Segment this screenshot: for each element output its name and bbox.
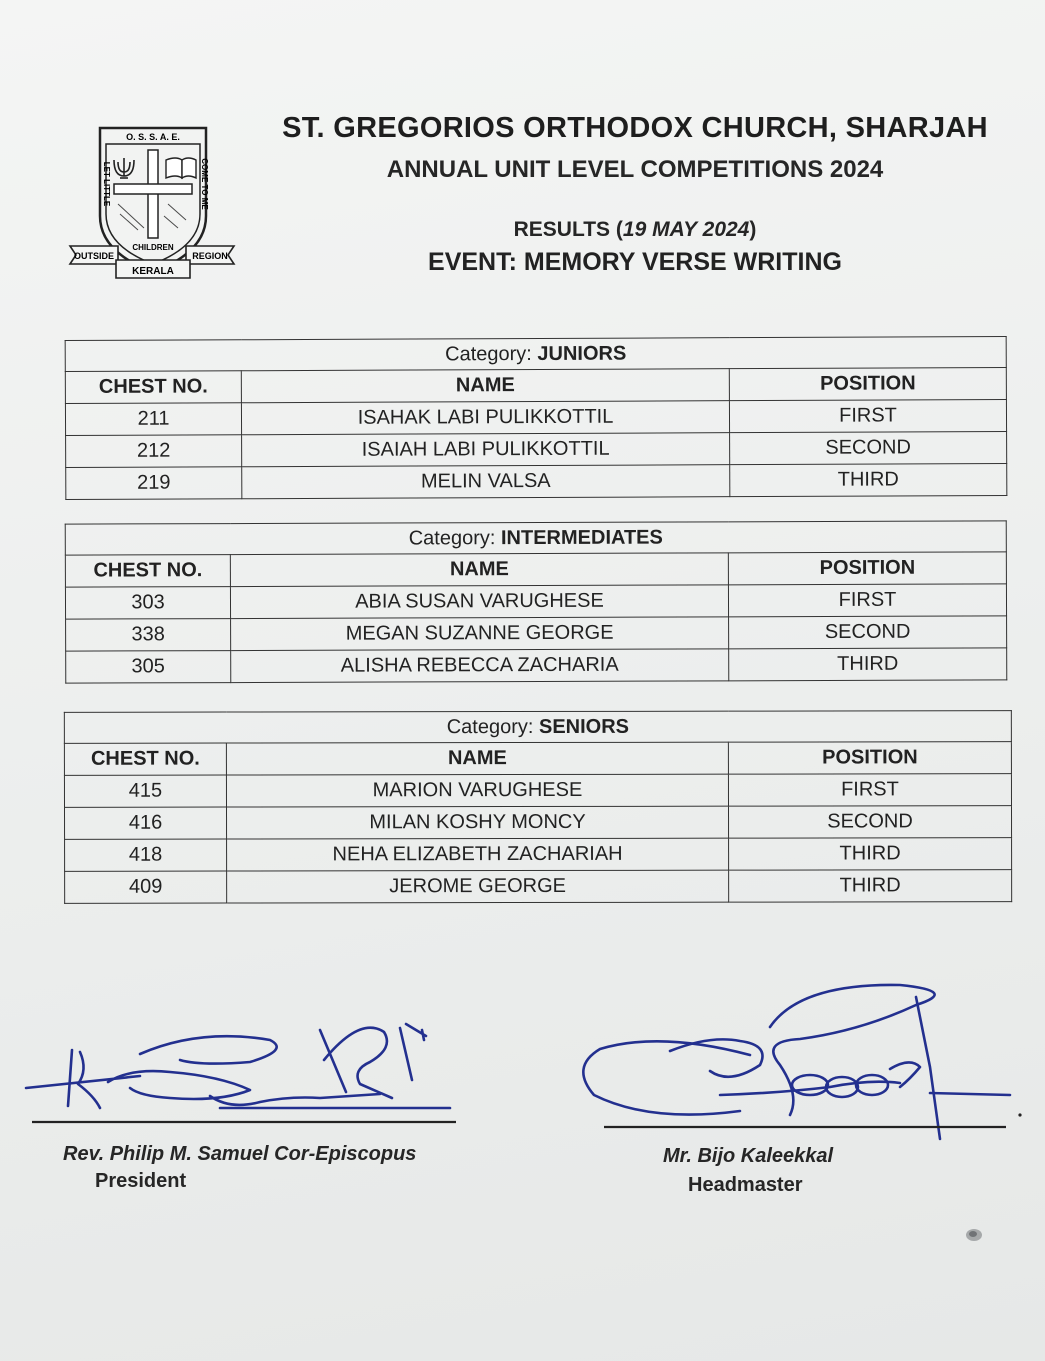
chest-no-header: CHEST NO. bbox=[64, 743, 226, 775]
headmaster-name: Mr. Bijo Kaleekkal bbox=[663, 1145, 834, 1167]
name-header: NAME bbox=[230, 553, 728, 587]
table-row bbox=[66, 431, 1007, 467]
headmaster-signature bbox=[570, 975, 1030, 1145]
name-cell: JEROME GEORGE bbox=[227, 870, 729, 903]
chest-no-cell: 219 bbox=[66, 467, 242, 500]
table-row bbox=[66, 648, 1007, 683]
position-cell: FIRST bbox=[729, 399, 1006, 432]
position-cell: SECOND bbox=[728, 806, 1011, 838]
seniors-results-table bbox=[64, 710, 1012, 904]
table-row bbox=[65, 399, 1006, 435]
crest-ribbon-left: OUTSIDE bbox=[73, 251, 115, 261]
crest-left-text: LET LITTLE bbox=[102, 161, 111, 207]
president-role: President bbox=[95, 1170, 187, 1192]
chest-no-header: CHEST NO. bbox=[65, 555, 230, 588]
category-caption bbox=[64, 711, 1011, 744]
position-cell: THIRD bbox=[729, 870, 1012, 902]
category-caption bbox=[65, 521, 1006, 555]
category-name: JUNIORS bbox=[537, 342, 627, 365]
crest-ribbon-right: REGION bbox=[192, 251, 228, 261]
competition-title: ANNUAL UNIT LEVEL COMPETITIONS 2024 bbox=[386, 156, 884, 183]
table-header-row bbox=[64, 742, 1011, 776]
juniors-results-table bbox=[65, 336, 1008, 500]
table-row bbox=[65, 870, 1012, 904]
crest-ribbon-center: KERALA bbox=[132, 266, 174, 277]
crest-right-text: COME TO ME bbox=[200, 158, 209, 210]
president-name: Rev. Philip M. Samuel Cor-Episcopus bbox=[63, 1143, 417, 1165]
position-header: POSITION bbox=[729, 367, 1006, 400]
position-cell: FIRST bbox=[728, 774, 1011, 806]
position-cell: THIRD bbox=[729, 648, 1007, 681]
table-row bbox=[64, 774, 1011, 808]
position-header: POSITION bbox=[728, 552, 1006, 585]
category-label: Category: bbox=[445, 342, 538, 365]
chest-no-cell: 305 bbox=[66, 651, 231, 684]
results-date: 19 MAY 2024 bbox=[622, 218, 750, 241]
crest-top-text: O. S. S. A. E. bbox=[126, 132, 180, 142]
results-label: RESULTS ( bbox=[513, 218, 623, 241]
category-name: SENIORS bbox=[538, 715, 630, 738]
name-cell: MEGAN SUZANNE GEORGE bbox=[231, 617, 729, 651]
name-cell: ABIA SUSAN VARUGHESE bbox=[230, 585, 728, 619]
category-caption bbox=[65, 336, 1006, 371]
name-cell: MILAN KOSHY MONCY bbox=[226, 806, 728, 839]
table-row bbox=[65, 838, 1012, 872]
headmaster-role: Headmaster bbox=[688, 1174, 803, 1196]
table-row bbox=[65, 584, 1006, 619]
category-name: INTERMEDIATES bbox=[500, 526, 663, 549]
crest-bottom-text: CHILDREN bbox=[132, 243, 174, 252]
position-cell: THIRD bbox=[729, 838, 1012, 870]
results-close: ) bbox=[749, 218, 757, 241]
name-cell: MELIN VALSA bbox=[242, 465, 730, 499]
name-header: NAME bbox=[226, 742, 728, 775]
name-cell: ISAHAK LABI PULIKKOTTIL bbox=[241, 401, 729, 435]
intermediates-results-table bbox=[65, 520, 1008, 683]
table-header-row bbox=[65, 552, 1006, 587]
chest-no-cell: 416 bbox=[64, 807, 226, 839]
chest-no-cell: 303 bbox=[65, 587, 230, 620]
table-row bbox=[64, 806, 1011, 840]
results-line bbox=[255, 218, 1015, 242]
chest-no-cell: 212 bbox=[66, 435, 242, 468]
name-cell: MARION VARUGHESE bbox=[226, 774, 728, 807]
chest-no-cell: 409 bbox=[65, 871, 227, 903]
position-header: POSITION bbox=[728, 742, 1011, 774]
event-title: EVENT: MEMORY VERSE WRITING bbox=[428, 248, 842, 276]
table-row bbox=[66, 463, 1007, 499]
name-cell: NEHA ELIZABETH ZACHARIAH bbox=[227, 838, 729, 871]
chest-no-cell: 211 bbox=[65, 403, 241, 436]
ink-smudge-mark bbox=[964, 1227, 984, 1243]
position-cell: FIRST bbox=[728, 584, 1006, 617]
name-header: NAME bbox=[241, 369, 729, 403]
name-cell: ALISHA REBECCA ZACHARIA bbox=[231, 649, 729, 683]
church-title: ST. GREGORIOS ORTHODOX CHURCH, SHARJAH bbox=[282, 112, 988, 144]
ossae-crest-logo bbox=[68, 124, 236, 284]
position-cell: SECOND bbox=[729, 616, 1007, 649]
position-cell: THIRD bbox=[730, 463, 1007, 496]
chest-no-cell: 338 bbox=[66, 619, 231, 652]
president-signature bbox=[20, 1010, 460, 1130]
category-label: Category: bbox=[446, 715, 539, 738]
category-label: Category: bbox=[408, 526, 502, 549]
chest-no-cell: 415 bbox=[64, 775, 226, 807]
table-row bbox=[66, 616, 1007, 651]
table-header-row bbox=[65, 367, 1006, 403]
chest-no-header: CHEST NO. bbox=[65, 371, 241, 404]
chest-no-cell: 418 bbox=[65, 839, 227, 871]
name-cell: ISAIAH LABI PULIKKOTTIL bbox=[242, 433, 730, 467]
position-cell: SECOND bbox=[730, 431, 1007, 464]
